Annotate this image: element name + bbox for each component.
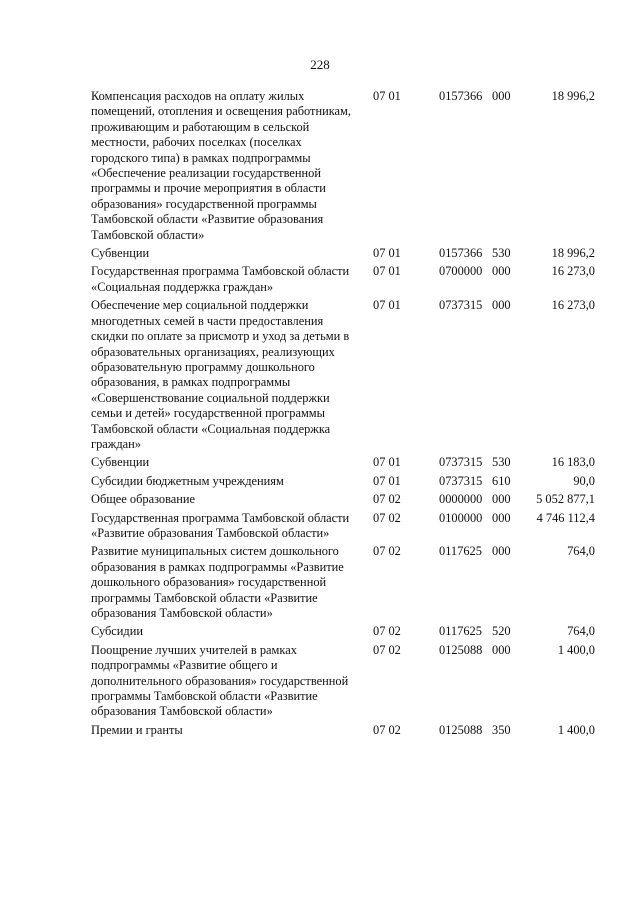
table-row	[0, 624, 640, 639]
row-section-code: 07 01	[373, 473, 401, 488]
row-expense-type: 520	[492, 624, 511, 639]
row-amount: 18 996,2	[551, 246, 595, 261]
table-row	[0, 544, 640, 621]
row-description: Субвенции	[91, 455, 150, 470]
row-section-code: 07 02	[373, 722, 401, 737]
row-description: Общее образование	[91, 492, 196, 507]
table-row	[0, 246, 640, 261]
row-target-article: 0157366	[439, 89, 483, 103]
row-section-code: 07 01	[373, 264, 401, 279]
row-amount: 764,0	[567, 624, 595, 639]
row-target-article: 0700000	[439, 264, 483, 279]
table-row	[0, 723, 640, 738]
row-section-code: 07 02	[373, 642, 401, 657]
table-row	[0, 643, 640, 720]
row-expense-type: 000	[492, 544, 511, 559]
row-description: Развитие муниципальных систем дошкольного образования в рамках подпрограммы «Развитие дошкольного образования» государственной программы Тамбовской области «Развитие образования Тамбовской области»	[91, 544, 344, 620]
row-target-article: 0737315	[439, 298, 483, 313]
row-expense-type: 350	[492, 722, 511, 737]
row-amount: 1 400,0	[557, 642, 595, 657]
row-description: Субсидии	[91, 624, 143, 639]
row-description: Субсидии бюджетным учреждениям	[91, 473, 284, 488]
row-amount: 16 273,0	[551, 264, 595, 279]
row-target-article: 0737315	[439, 473, 483, 488]
row-expense-type: 000	[492, 264, 511, 279]
table-row	[0, 492, 640, 507]
table-row	[0, 89, 640, 243]
row-section-code: 07 01	[373, 298, 401, 313]
row-target-article: 0117625	[439, 544, 482, 559]
row-expense-type: 530	[492, 246, 511, 261]
table-row	[0, 511, 640, 542]
page-number: 228	[310, 57, 330, 72]
row-description: Государственная программа Тамбовской области «Социальная поддержка граждан»	[91, 264, 350, 294]
row-amount: 1 400,0	[557, 722, 595, 737]
table-row	[0, 455, 640, 470]
row-expense-type: 000	[492, 298, 511, 313]
row-expense-type: 530	[492, 455, 511, 470]
row-expense-type: 000	[492, 89, 511, 103]
table-row	[0, 264, 640, 295]
row-target-article: 0737315	[439, 455, 483, 470]
row-description: Премии и гранты	[91, 722, 183, 737]
row-section-code: 07 02	[373, 510, 401, 525]
row-section-code: 07 02	[373, 492, 401, 507]
row-section-code: 07 01	[373, 89, 401, 103]
row-description: Поощрение лучших учителей в рамках подпрограммы «Развитие общего и дополнительного образования» государственной программы Тамбовской области «Развитие образования Тамбовской области»	[91, 642, 349, 719]
row-description: Субвенции	[91, 246, 150, 261]
row-expense-type: 000	[492, 510, 511, 525]
row-expense-type: 610	[492, 473, 511, 488]
row-target-article: 0000000	[439, 492, 483, 507]
table-row	[0, 474, 640, 489]
row-amount: 5 052 877,1	[536, 492, 595, 507]
row-expense-type: 000	[492, 642, 511, 657]
row-amount: 16 273,0	[551, 298, 595, 313]
row-section-code: 07 02	[373, 544, 401, 559]
row-target-article: 0125088	[439, 722, 483, 737]
row-amount: 4 746 112,4	[536, 510, 595, 525]
budget-table	[0, 89, 640, 741]
row-amount: 18 996,2	[551, 89, 595, 103]
row-target-article: 0157366	[439, 246, 483, 261]
row-section-code: 07 01	[373, 246, 401, 261]
row-section-code: 07 02	[373, 624, 401, 639]
row-amount: 90,0	[573, 473, 595, 488]
row-amount: 16 183,0	[551, 455, 595, 470]
row-target-article: 0117625	[439, 624, 482, 639]
row-section-code: 07 01	[373, 455, 401, 470]
row-amount: 764,0	[567, 544, 595, 559]
row-target-article: 0100000	[439, 510, 483, 525]
row-description: Государственная программа Тамбовской области «Развитие образования Тамбовской области»	[91, 510, 350, 540]
row-target-article: 0125088	[439, 642, 483, 657]
row-description: Обеспечение мер социальной поддержки многодетных семей в части предоставления скидки по оплате за присмотр и уход за детьми в образовательных организациях, реализующих образовательную программу дошкольного образования, в рамках подпрограммы «Совершенствование социальной поддержки семьи и детей» государственной программы Тамбовской области «Социальная поддержка граждан»	[91, 298, 350, 451]
table-row	[0, 298, 640, 452]
row-expense-type: 000	[492, 492, 511, 507]
row-description: Компенсация расходов на оплату жилых помещений, отопления и освещения работникам, проживающим и работающим в сельской местности, рабочих поселках (поселках городского типа) в рамках подпрограммы «Обеспечение реализации государственной программы и прочие мероприятия в области образования» государственной программы Тамбовской области «Развитие образования Тамбовской области»	[91, 89, 351, 242]
